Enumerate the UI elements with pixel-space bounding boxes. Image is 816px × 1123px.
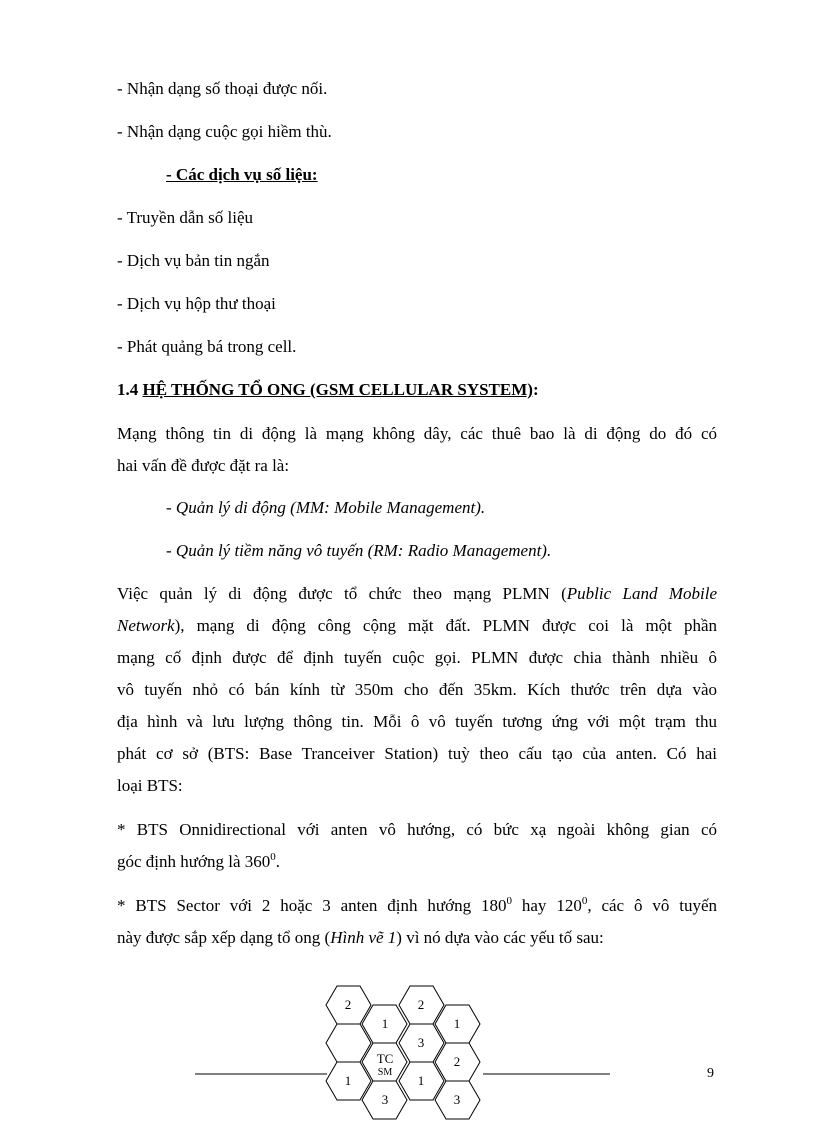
cell-label-c9: 1 (344, 1073, 352, 1088)
list-item-data-transmission: - Truyền dẫn số liệu (117, 208, 253, 227)
intro-line-2: hai vấn đề được đặt ra là: (117, 456, 290, 475)
sector-degree-2: 0 (581, 895, 588, 907)
list-item-connected-number: - Nhận dạng số thoại được nối. (117, 79, 328, 98)
plmn-l2-italic: Network (117, 616, 175, 635)
cell-label-c3: 1 (381, 1016, 389, 1031)
plmn-line-2 (117, 616, 717, 636)
plmn-line-5: địa hình và lưu lượng thông tin. Mỗi ô vô tuyến tương ứng với một trạm thu (117, 712, 717, 731)
omni-degree: 0 (270, 851, 276, 863)
cell-label-c6: 3 (417, 1035, 425, 1050)
plmn-l1-italic: Public Land Mobile (566, 584, 717, 603)
cell-label-center: TC (376, 1051, 394, 1066)
cell-label-c8: 2 (453, 1054, 461, 1069)
sector-line-2 (117, 928, 604, 948)
cell-label-c2: 2 (417, 997, 425, 1012)
cell-label-c4: 1 (453, 1016, 461, 1031)
omni-line-1: * BTS Onnidirectional với anten vô hướng, có bức xạ ngoài không gian có (117, 820, 717, 839)
list-item-sms: - Dịch vụ bản tin ngắn (117, 251, 270, 270)
section-title: HỆ THỐNG TỔ ONG (GSM CELLULAR SYSTEM) (142, 380, 533, 399)
omni-end: . (275, 852, 280, 871)
problem-radio-management: - Quản lý tiềm năng vô tuyến (RM: Radio Management). (166, 541, 552, 560)
list-item-malicious-call: - Nhận dạng cuộc gọi hiềm thù. (117, 122, 332, 141)
sector-l2-a: này được sắp xếp dạng tổ ong ( (117, 928, 331, 947)
list-item-cell-broadcast: - Phát quảng bá trong cell. (117, 337, 297, 356)
sector-l2-c: ) vì nó dựa vào các yếu tố sau: (396, 928, 604, 947)
plmn-line-6: phát cơ sở (BTS: Base Tranceiver Station) tuỳ theo cấu tạo của anten. Có hai (117, 744, 717, 763)
cell-label-center-sub: SM (377, 1067, 393, 1078)
sector-line-1 (117, 896, 717, 916)
plmn-l1-text: Việc quản lý di động được tổ chức theo mạng PLMN ( (117, 584, 567, 603)
data-services-heading: - Các dịch vụ số liệu: (166, 165, 318, 184)
sector-degree-1: 0 (506, 895, 512, 907)
section-colon: : (532, 380, 539, 399)
hex-cell (326, 1024, 371, 1062)
omni-l2-text: góc định hướng là 360 (117, 852, 271, 871)
plmn-l2-text: ), mạng di động công cộng mặt đất. PLMN được coi là một phần (174, 616, 717, 635)
sector-c: , các ô vô tuyến (587, 896, 718, 915)
cell-label-c10: 1 (417, 1073, 425, 1088)
sector-b: hay 120 (512, 896, 582, 915)
intro-line-1: Mạng thông tin di động là mạng không dây, các thuê bao là di động do đó có (117, 424, 717, 443)
cell-label-c11: 3 (381, 1092, 389, 1107)
section-heading (117, 380, 539, 400)
plmn-line-7: loại BTS: (117, 776, 183, 795)
problem-mobility-management: - Quản lý di động (MM: Mobile Management). (166, 498, 486, 517)
cell-label-c1: 2 (344, 997, 352, 1012)
plmn-line-4: vô tuyến nhỏ có bán kính từ 350m cho đến 35km. Kích thước trên dựa vào (117, 680, 717, 699)
page-number: 9 (707, 1066, 714, 1081)
sector-l2-figure-ref: Hình vẽ 1 (330, 928, 397, 947)
honeycomb-diagram (190, 982, 620, 1123)
list-item-voicemail: - Dịch vụ hộp thư thoại (117, 294, 276, 313)
plmn-line-3: mạng cố định được để định tuyến cuộc gọi. PLMN được chia thành nhiều ô (117, 648, 717, 667)
sector-a: * BTS Sector với 2 hoặc 3 anten định hướng 180 (117, 896, 507, 915)
omni-line-2 (117, 852, 280, 872)
section-number: 1.4 (117, 380, 139, 399)
cell-label-c12: 3 (453, 1092, 461, 1107)
plmn-line-1 (117, 584, 717, 604)
